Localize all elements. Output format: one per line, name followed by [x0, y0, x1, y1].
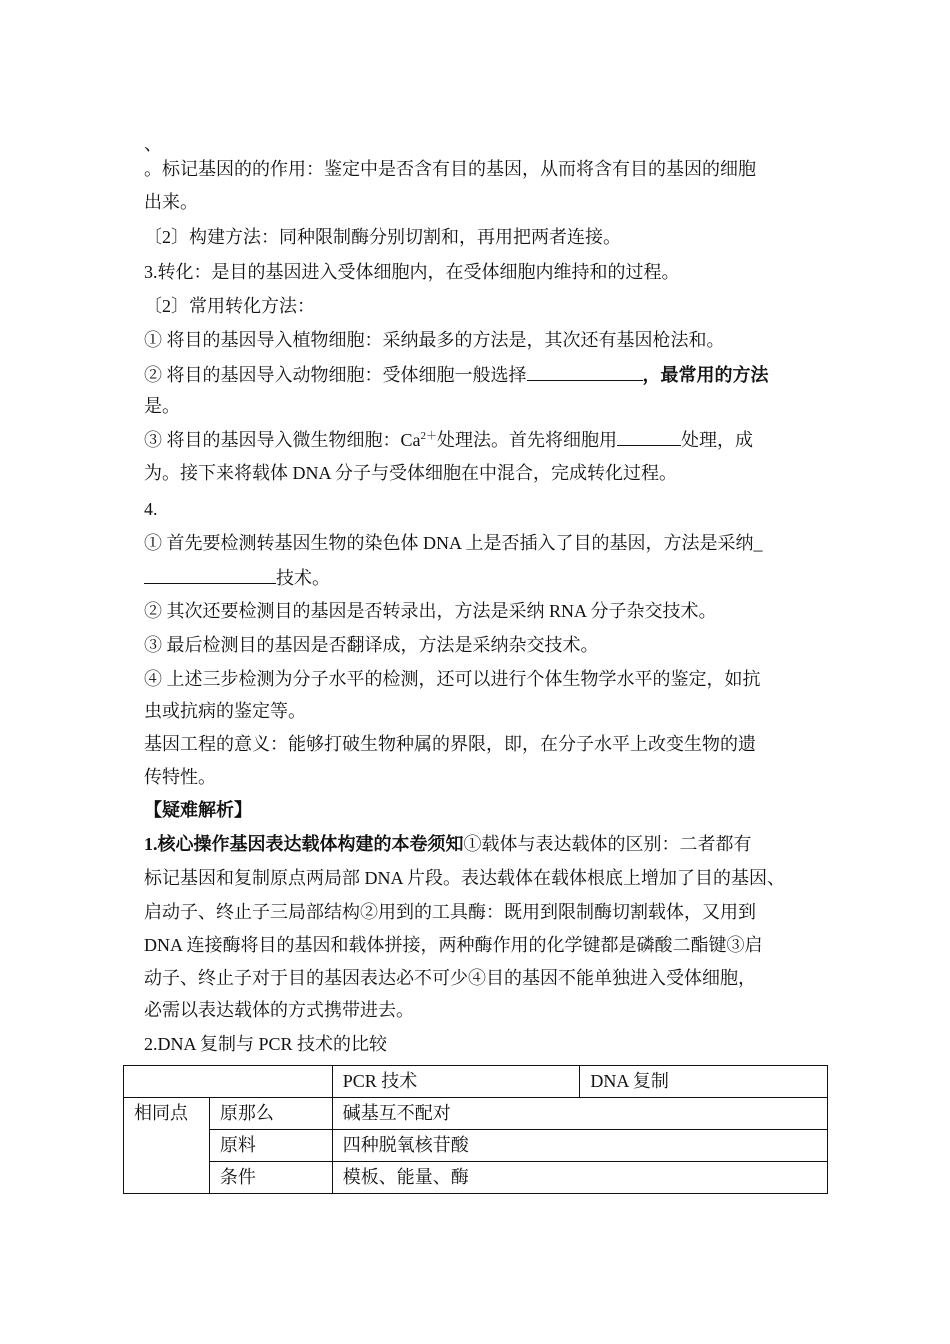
text-line: 4.: [144, 499, 158, 519]
text-line: ① 将目的基因导入植物细胞：采纳最多的方法是，其次还有基因枪法和。: [144, 330, 725, 350]
text-line: [144, 427, 824, 452]
text-line: 是。: [144, 396, 180, 416]
table-row: [124, 1130, 828, 1162]
superscript: 2＋: [420, 430, 437, 442]
text-line: 传特性。: [144, 767, 216, 787]
text-line: [144, 565, 824, 590]
text-line: 〔2〕构建方法：同种限制酶分别切割和，再用把两者连接。: [144, 227, 621, 247]
text-line: 3.转化：是目的基因进入受体细胞内，在受体细胞内维持和的过程。: [144, 262, 680, 282]
table-cell: 模板、能量、酶: [332, 1162, 827, 1194]
table-cell: 原那么: [209, 1098, 332, 1130]
fill-in-blank: [144, 565, 276, 584]
text-segment: ①载体与表达载体的区别：二者都有: [463, 834, 752, 854]
text-line: 虫或抗病的鉴定等。: [144, 701, 306, 721]
table-cell: 原料: [209, 1130, 332, 1162]
table-group-label: 相同点: [124, 1098, 210, 1194]
table-row: [124, 1162, 828, 1194]
text-segment: ③ 将目的基因导入微生物细胞：Ca: [144, 430, 421, 450]
text-line: 〔2〕常用转化方法：: [144, 296, 315, 316]
text-segment: 处理，成: [681, 430, 753, 450]
text-segment: 1.核心操作基因表达载体构建的本卷须知: [144, 834, 464, 854]
table-cell: 碱基互不配对: [332, 1098, 827, 1130]
table-cell: 四种脱氧核苷酸: [332, 1130, 827, 1162]
text-line: 为。接下来将载体 DNA 分子与受体细胞在中混合，完成转化过程。: [144, 463, 678, 483]
text-line: 必需以表达载体的方式携带进去。: [144, 1000, 414, 1020]
text-line: ③ 最后检测目的基因是否翻译成，方法是采纳杂交技术。: [144, 635, 599, 655]
text-segment: ，最常用的方法: [642, 365, 769, 385]
text-line: DNA 连接酶将目的基因和载体拼接，两种酶作用的化学键都是磷酸二酯键③启: [144, 935, 763, 955]
text-line: [144, 362, 824, 387]
text-line: 、: [144, 134, 162, 154]
text-line: 动子、终止子对于目的基因表达必不可少④目的基因不能单独进入受体细胞，: [144, 968, 756, 988]
table-row: [124, 1098, 828, 1130]
table-header-row: [124, 1066, 828, 1098]
text-line: 标记基因和复制原点两局部 DNA 片段。表达载体在载体根底上增加了目的基因、: [144, 868, 786, 888]
comparison-table: [123, 1065, 828, 1194]
fill-in-blank: [617, 427, 681, 446]
text-line: [144, 832, 824, 856]
text-line: 出来。: [144, 192, 198, 212]
text-line: ① 首先要检测转基因生物的染色体 DNA 上是否插入了目的基因，方法是采纳_: [144, 533, 763, 553]
fill-in-blank: [527, 362, 643, 381]
text-segment: 处理法。首先将细胞用: [437, 430, 617, 450]
text-line: 启动子、终止子三局部结构②用到的工具酶：既用到限制酶切割载体，又用到: [144, 902, 756, 922]
text-line: 基因工程的意义：能够打破生物种属的界限，即，在分子水平上改变生物的遗: [144, 734, 756, 754]
table-header-cell: [124, 1066, 333, 1098]
table-header-cell: PCR 技术: [332, 1066, 580, 1098]
section-heading: 【疑难解析】: [144, 800, 252, 820]
text-line: ④ 上述三步检测为分子水平的检测，还可以进行个体生物学水平的鉴定，如抗: [144, 669, 761, 689]
table-header-cell: DNA 复制: [580, 1066, 828, 1098]
table-cell: 条件: [209, 1162, 332, 1194]
text-line: 2.DNA 复制与 PCR 技术的比较: [144, 1034, 388, 1054]
text-line: ② 其次还要检测目的基因是否转录出，方法是采纳 RNA 分子杂交技术。: [144, 601, 717, 621]
text-segment: 技术。: [276, 568, 330, 588]
text-segment: ② 将目的基因导入动物细胞：受体细胞一般选择: [144, 365, 527, 385]
text-line: 。标记基因的的作用：鉴定中是否含有目的基因，从而将含有目的基因的细胞: [144, 159, 756, 179]
